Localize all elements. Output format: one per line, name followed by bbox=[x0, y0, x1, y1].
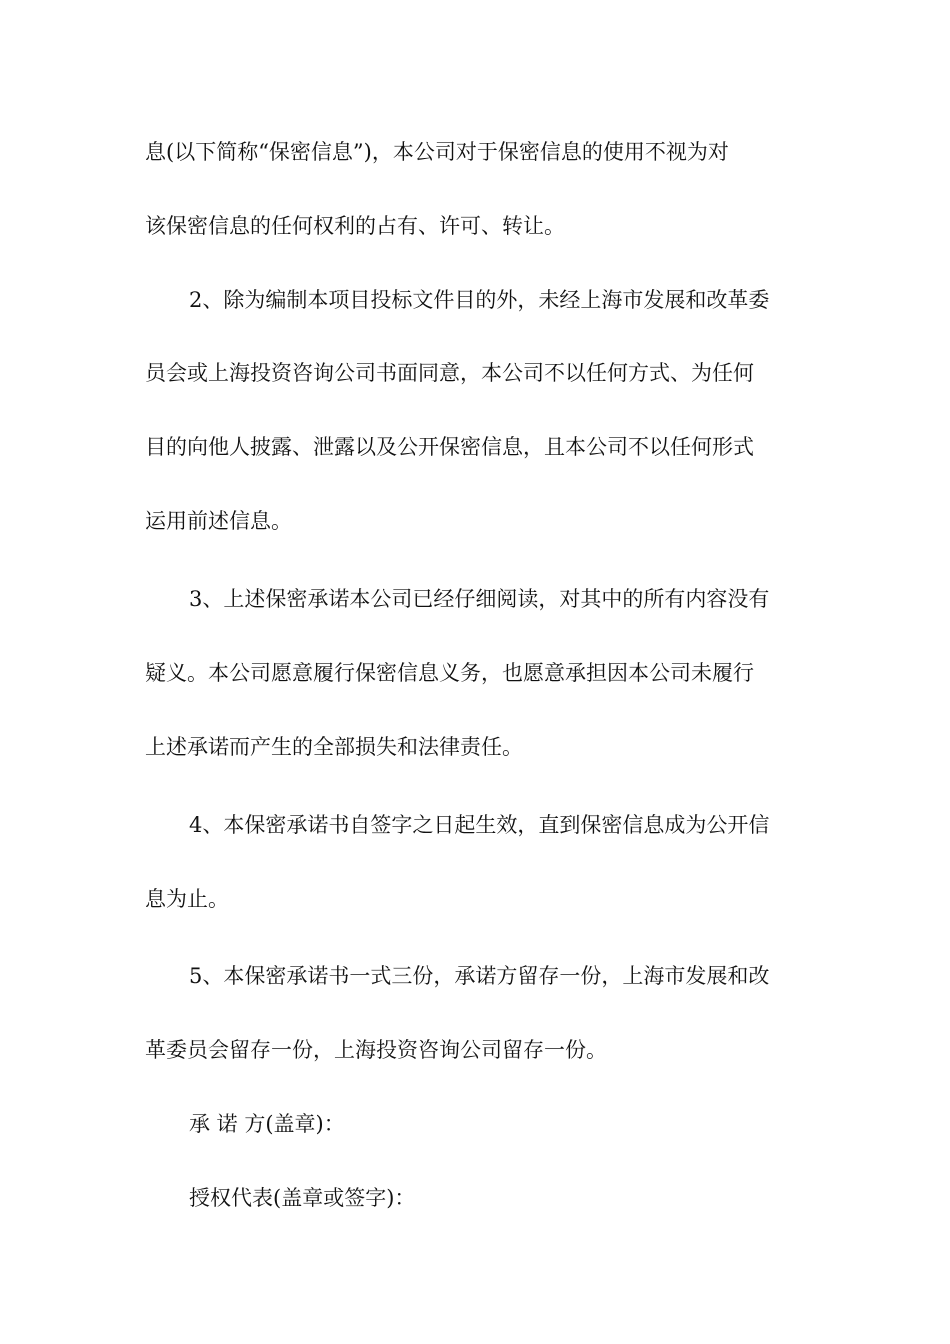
clause-5-line-2: 革委员会留存一份，上海投资咨询公司留存一份。 bbox=[145, 1038, 607, 1062]
promisor-seal-label: 承 诺 方(盖章)： bbox=[189, 1112, 345, 1136]
paragraph-1-line-2: 该保密信息的任何权利的占有、许可、转让。 bbox=[145, 214, 565, 238]
clause-4-line-2: 息为止。 bbox=[145, 887, 229, 911]
clause-2-line-1: 2、除为编制本项目投标文件目的外，未经上海市发展和改革委 bbox=[189, 288, 770, 312]
clause-3-line-3: 上述承诺而产生的全部损失和法律责任。 bbox=[145, 735, 523, 759]
authorized-representative-label: 授权代表(盖章或签字)： bbox=[189, 1186, 416, 1210]
clause-2-line-3: 目的向他人披露、泄露以及公开保密信息，且本公司不以任何形式 bbox=[145, 435, 754, 459]
clause-3-line-1: 3、上述保密承诺本公司已经仔细阅读，对其中的所有内容没有 bbox=[189, 587, 770, 611]
clause-3-line-2: 疑义。本公司愿意履行保密信息义务，也愿意承担因本公司未履行 bbox=[145, 661, 754, 685]
clause-2-line-2: 员会或上海投资咨询公司书面同意，本公司不以任何方式、为任何 bbox=[145, 361, 754, 385]
paragraph-1-line-1: 息(以下简称“保密信息”)，本公司对于保密信息的使用不视为对 bbox=[145, 140, 729, 164]
clause-2-line-4: 运用前述信息。 bbox=[145, 509, 292, 533]
clause-5-line-1: 5、本保密承诺书一式三份，承诺方留存一份，上海市发展和改 bbox=[189, 964, 770, 988]
clause-4-line-1: 4、本保密承诺书自签字之日起生效，直到保密信息成为公开信 bbox=[189, 813, 770, 837]
